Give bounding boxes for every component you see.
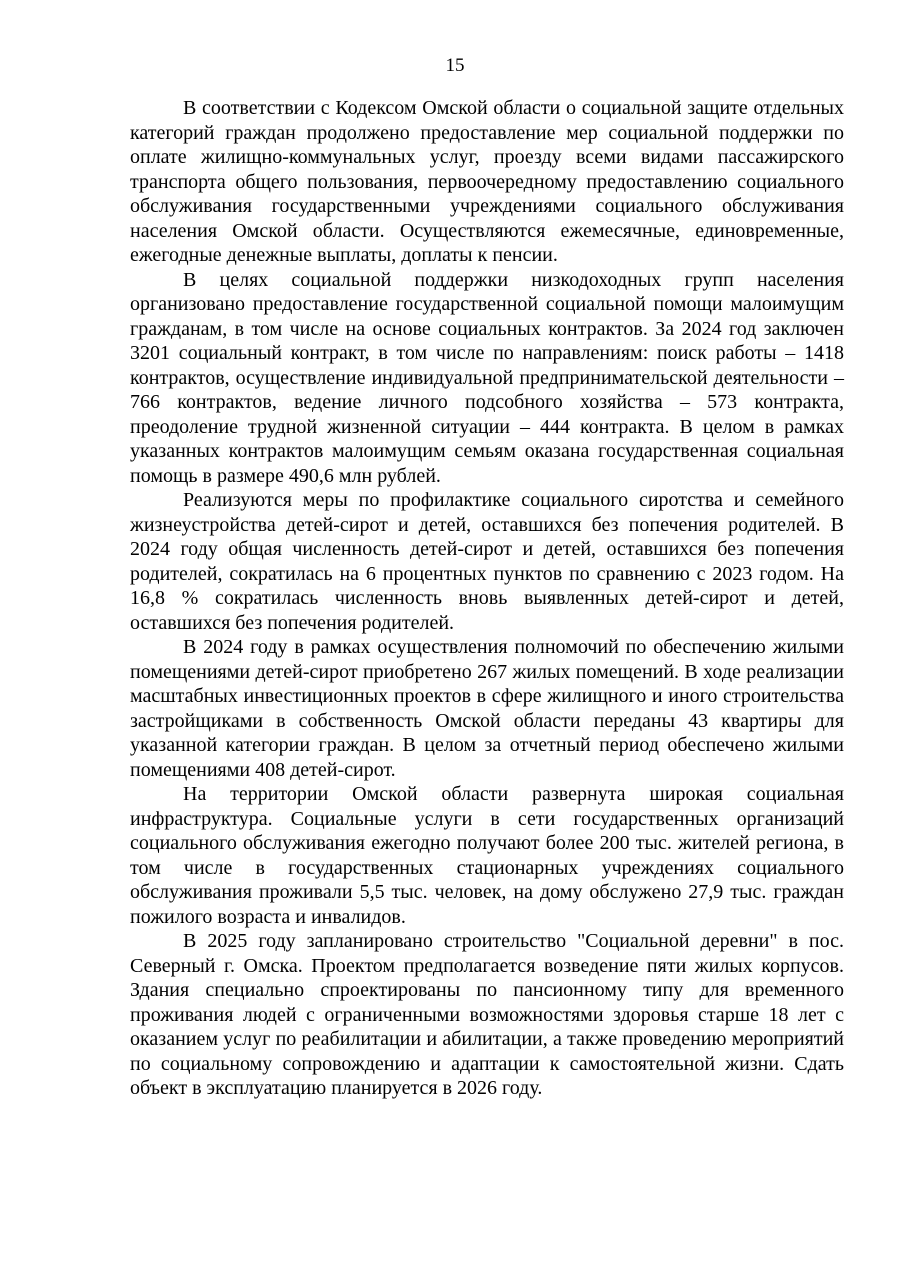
paragraph-orphanhood-prevention: Реализуются меры по профилактике социального сиротства и семейного жизнеустройства детей-сирот и детей, оставшихся без попечения родителей. В 2024 году общая численность детей-сирот и детей, оставшихся без попечения родителей, сократилась на 6 процентных пунктов по сравнению с 2023 годом. На 16,8 % сократилась численность вновь выявленных детей-сирот и детей, оставшихся без попечения родителей. xyxy=(130,489,844,634)
document-body xyxy=(130,96,844,1101)
paragraph-social-infrastructure: На территории Омской области развернута широкая социальная инфраструктура. Социальные услуги в сети государственных организаций социального обслуживания ежегодно получают более 200 тыс. жителей региона, в том числе в государственных стационарных учреждениях социального обслуживания проживали 5,5 тыс. человек, на дому обслужено 27,9 тыс. граждан пожилого возраста и инвалидов. xyxy=(130,783,844,928)
paragraph-social-protection: В соответствии с Кодексом Омской области о социальной защите отдельных категорий граждан продолжено предоставление мер социальной поддержки по оплате жилищно-коммунальных услуг, проезду всеми видами пассажирского транспорта общего пользования, первоочередному предоставлению социального обслуживания государственными учреждениями социального обслуживания населения Омской области. Осуществляются ежемесячные, единовременные, ежегодные денежные выплаты, доплаты к пенсии. xyxy=(130,97,844,266)
page-number: 15 xyxy=(445,55,465,76)
paragraph-social-village: В 2025 году запланировано строительство "Социальной деревни" в пос. Северный г. Омска. Проектом предполагается возведение пяти жилых корпусов. Здания специально спроектированы по пансионному типу для временного проживания людей с ограниченными возможностями здоровья старше 18 лет с оказанием услуг по реабилитации и абилитации, а также проведению мероприятий по социальному сопровождению и адаптации к самостоятельной жизни. Сдать объект в эксплуатацию планируется в 2026 году. xyxy=(130,930,844,1099)
paragraph-orphan-housing: В 2024 году в рамках осуществления полномочий по обеспечению жилыми помещениями детей-сирот приобретено 267 жилых помещений. В ходе реализации масштабных инвестиционных проектов в сфере жилищного и иного строительства застройщиками в собственность Омской области переданы 43 квартиры для указанной категории граждан. В целом за отчетный период обеспечено жилыми помещениями 408 детей-сирот. xyxy=(130,636,844,781)
paragraph-social-contracts: В целях социальной поддержки низкодоходных групп населения организовано предоставление государственной социальной помощи малоимущим гражданам, в том числе на основе социальных контрактов. За 2024 год заключен 3201 социальный контракт, в том числе по направлениям: поиск работы – 1418 контрактов, осуществление индивидуальной предпринимательской деятельности – 766 контрактов, ведение личного подсобного хозяйства – 573 контракта, преодоление трудной жизненной ситуации – 444 контракта. В целом в рамках указанных контрактов малоимущим семьям оказана государственная социальная помощь в размере 490,6 млн рублей. xyxy=(130,268,844,487)
